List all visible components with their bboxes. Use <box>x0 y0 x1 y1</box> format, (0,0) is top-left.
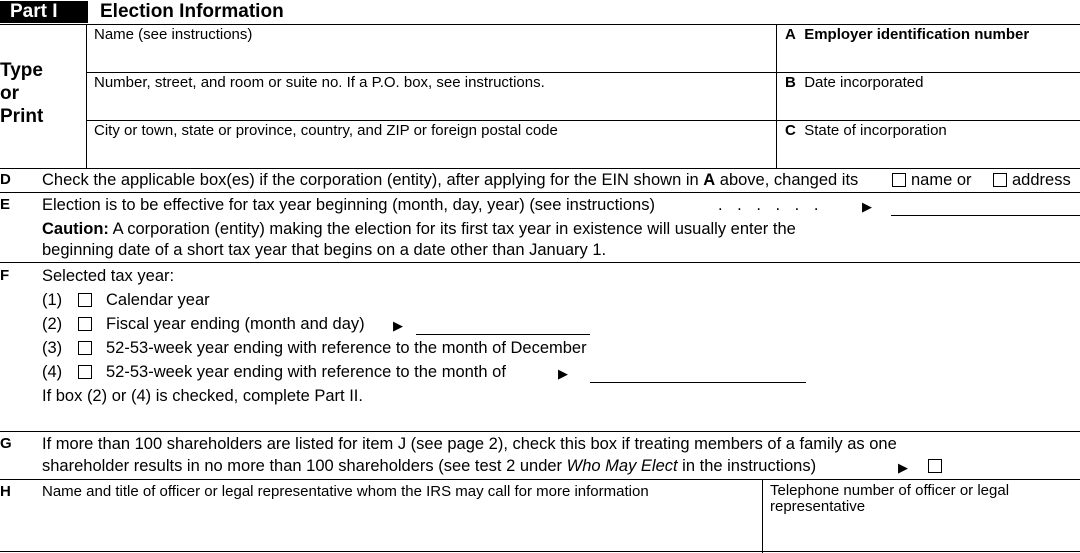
line-d-text-bold: A <box>703 171 716 189</box>
address-left-rule <box>86 24 87 168</box>
line-e-letter: E <box>0 196 11 213</box>
or-label: or <box>0 83 19 104</box>
street-field[interactable] <box>94 74 770 118</box>
line-d-text-pre: Check the applicable box(es) if the corporation (entity), after applying for the EIN shown in <box>42 171 704 189</box>
officer-phone-label-2: representative <box>770 498 866 515</box>
ein-field[interactable] <box>785 26 1075 70</box>
ein-label: Employer identification number <box>804 26 1030 43</box>
line-f-heading: Selected tax year: <box>42 267 175 285</box>
state-incorporation-label: State of incorporation <box>804 122 947 139</box>
bottom-rule <box>0 551 1080 552</box>
line-d-text <box>42 170 858 190</box>
week-year-december-checkbox[interactable] <box>78 341 92 355</box>
option-1-label: Calendar year <box>106 291 210 309</box>
line-e-dots: . . . . . . <box>718 196 824 214</box>
line-e-text: Election is to be effective for tax year beginning (month, day, year) (see instructions) <box>42 196 655 214</box>
line-e-arrow-icon: ▶ <box>862 199 872 214</box>
city-field[interactable] <box>94 122 770 166</box>
address-changed-checkbox[interactable] <box>993 173 1007 187</box>
option-2-label: Fiscal year ending (month and day) <box>106 315 365 333</box>
week-year-month-input[interactable] <box>590 382 806 383</box>
state-incorporation-letter: C <box>785 122 796 139</box>
fiscal-year-end-input[interactable] <box>416 334 590 335</box>
line-g-text-2 <box>42 456 816 476</box>
line-d-text-post: above, changed its <box>715 171 859 189</box>
address-bottom-rule <box>0 168 1080 169</box>
effective-date-input[interactable] <box>891 215 1080 216</box>
line-f-rule <box>0 431 1080 432</box>
name-changed-label: name or <box>911 171 972 189</box>
fiscal-year-checkbox[interactable] <box>78 317 92 331</box>
option-1-number: (1) <box>42 291 63 309</box>
city-field-label: City or town, state or province, country, and ZIP or foreign postal code <box>94 122 558 139</box>
officer-name-field[interactable] <box>42 483 757 549</box>
name-changed-checkbox[interactable] <box>892 173 906 187</box>
family-shareholder-checkbox[interactable] <box>928 459 942 473</box>
caution-line-1 <box>42 219 796 239</box>
street-field-label: Number, street, and room or suite no. If a P.O. box, see instructions. <box>94 74 545 91</box>
line-e-rule <box>0 262 1080 263</box>
option-3-number: (3) <box>42 339 63 357</box>
line-g-text-2-pre: shareholder results in no more than 100 shareholders (see test 2 under <box>42 457 567 475</box>
line-g-text-2-post: in the instructions) <box>677 457 817 475</box>
name-field[interactable] <box>94 26 770 70</box>
caution-text-1: A corporation (entity) making the election for its first tax year in existence will usually enter the <box>108 220 796 238</box>
line-f-letter: F <box>0 267 10 284</box>
header-rule <box>0 24 1080 25</box>
line-h-letter: H <box>0 483 11 500</box>
option-4-number: (4) <box>42 363 63 381</box>
state-incorporation-field[interactable] <box>785 122 1075 166</box>
address-row-rule-2 <box>86 120 1080 121</box>
line-g-rule <box>0 479 1080 480</box>
date-incorporated-field[interactable] <box>785 74 1075 118</box>
line-d-rule <box>0 192 1080 193</box>
calendar-year-checkbox[interactable] <box>78 293 92 307</box>
line-d-letter: D <box>0 171 11 188</box>
option-2-number: (2) <box>42 315 63 333</box>
line-h-divider <box>762 479 763 553</box>
option-4-label: 52-53-week year ending with reference to the month of <box>106 363 506 381</box>
ein-letter: A <box>785 26 796 43</box>
print-label: Print <box>0 106 44 127</box>
address-changed-label: address <box>1012 171 1071 189</box>
address-row-rule-1 <box>86 72 1080 73</box>
part-tag: Part I <box>10 1 58 22</box>
option-3-label: 52-53-week year ending with reference to the month of December <box>106 339 587 357</box>
name-field-label: Name (see instructions) <box>94 26 253 43</box>
option-2-arrow-icon: ▶ <box>393 318 403 333</box>
part-title: Election Information <box>100 1 284 22</box>
caution-line-2: beginning date of a short tax year that begins on a date other than January 1. <box>42 241 607 259</box>
date-incorporated-label: Date incorporated <box>804 74 924 91</box>
caution-label: Caution: <box>42 220 109 238</box>
line-g-text-2-italic: Who May Elect <box>566 457 678 475</box>
line-g-text-1: If more than 100 shareholders are listed for item J (see page 2), check this box if treating members of a family as one <box>42 435 897 453</box>
address-right-rule <box>776 24 777 168</box>
week-year-month-checkbox[interactable] <box>78 365 92 379</box>
officer-name-label: Name and title of officer or legal representative whom the IRS may call for more information <box>42 483 649 500</box>
line-g-arrow-icon: ▶ <box>898 460 908 475</box>
date-incorporated-letter: B <box>785 74 796 91</box>
type-or-print-label <box>0 59 43 128</box>
line-f-note: If box (2) or (4) is checked, complete Part II. <box>42 387 363 405</box>
officer-phone-field[interactable] <box>770 483 1075 549</box>
option-4-arrow-icon: ▶ <box>558 366 568 381</box>
officer-phone-label-1: Telephone number of officer or legal <box>770 482 1010 499</box>
line-g-letter: G <box>0 435 12 452</box>
type-label: Type <box>0 60 43 81</box>
